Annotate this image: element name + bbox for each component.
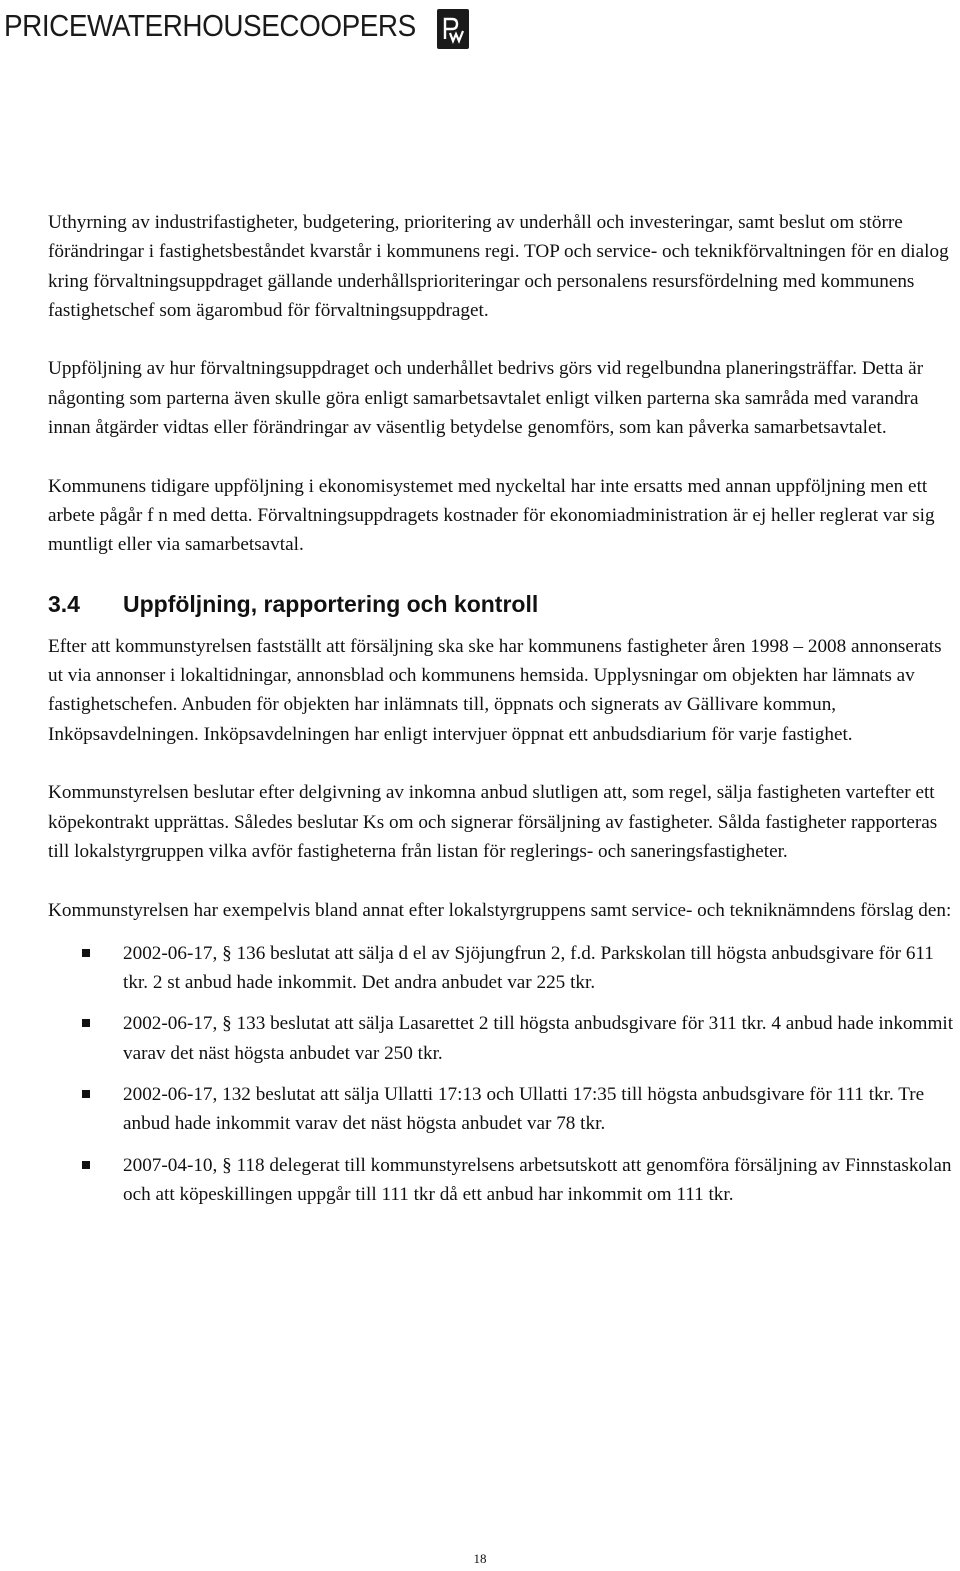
square-bullet-icon <box>82 1019 90 1027</box>
paragraph-board-examples: Kommunstyrelsen har exempelvis bland annat efter lokalstyrgruppens samt service- och tekniknämndens förslag den: <box>48 899 952 921</box>
company-logo <box>4 6 470 52</box>
list-item-text: 2002-06-17, § 133 beslutat att sälja Lasarettet 2 till högsta anbudsgivare för 311 tkr. 4 anbud hade inkommit varav det näst högsta anbudet var 250 tkr. <box>123 1013 954 1064</box>
document-body <box>48 208 954 1221</box>
paragraph-outsourcing: Uthyrning av industrifastigheter, budgetering, prioritering av underhåll och investeringar, samt beslut om större förändringar i fastighetsbeståndet kvarstår i kommunens regi. TOP och service- och teknikförvaltningen för en dialog kring förvaltningsuppdraget gällande underhållsprioriteringar och personalens resursfördelning med kommunens fastighetschef som ägarombud för förvaltningsuppdraget. <box>48 212 949 321</box>
logo-wordmark: PRICEWATERHOUSECOOPERS <box>4 8 416 43</box>
list-item <box>48 1009 954 1068</box>
list-item-text: 2002-06-17, 132 beslutat att sälja Ullatti 17:13 och Ullatti 17:35 till högsta anbudsgivare för 111 tkr. Tre anbud hade inkommit varav det näst högsta anbudet var 78 tkr. <box>123 1084 925 1135</box>
section-number: 3.4 <box>48 590 80 617</box>
list-item-text: 2002-06-17, § 136 beslutat att sälja d el av Sjöjungfrun 2, f.d. Parkskolan till högsta anbudsgivare för 611 tkr. 2 st anbud hade inkommit. Det andra anbudet var 225 tkr. <box>123 942 934 994</box>
list-item <box>48 1151 954 1210</box>
square-bullet-icon <box>82 1090 90 1098</box>
list-item <box>48 939 954 998</box>
paragraph-sales-process: Efter att kommunstyrelsen fastställt att försäljning ska ske har kommunens fastigheter åren 1998 – 2008 annonserats ut via annonser i lokaltidningar, annonsblad och kommunens hemsida. Upplysningar om objekten har lämnats av fastighetschefen. Anbuden för objekten har inlämnats till, öppnats och signerats av Gällivare kommun, Inköpsavdelningen. Inköpsavdelningen har enligt intervjuer öppnat ett anbudsdiarium för varje fastighet. <box>48 635 942 745</box>
paragraph-board-decision: Kommunstyrelsen beslutar efter delgivning av inkomna anbud slutligen att, som regel, sälja fastigheten vartefter ett köpekontrakt upprättas. Således beslutar Ks om och signerar försäljning av fastigheter. Sålda fastigheter rapporteras till lokalstyrgruppen vilka avför fastigheterna från listan för reglerings- och saneringsfastigheter. <box>48 782 938 862</box>
decision-list <box>48 939 954 1209</box>
square-bullet-icon <box>82 1161 90 1169</box>
pwc-monogram-icon <box>437 9 469 49</box>
paragraph-follow-up: Uppföljning av hur förvaltningsuppdraget och underhållet bedrivs görs vid regelbundna planeringsträffar. Detta är någonting som parterna även skulle göra enligt samarbetsavtalet enligt vilken parterna ska samråda med varandra innan åtgärder vidtas eller förändringar av väsentlig betydelse genomförs, som kan påverka samarbetsavtalet. <box>48 358 924 439</box>
paragraph-economy: Kommunens tidigare uppföljning i ekonomisystemet med nyckeltal har inte ersatts med annan uppföljning men ett arbete pågår f n med detta. Förvaltningsuppdragets kostnader för ekonomiadministration är ej heller reglerat var sig muntligt eller via samarbetsavtal. <box>48 475 935 556</box>
section-heading <box>48 588 954 620</box>
section-title: Uppföljning, rapportering och kontroll <box>123 590 539 617</box>
list-item <box>48 1080 954 1139</box>
page-number: 18 <box>473 1551 487 1566</box>
list-item-text: 2007-04-10, § 118 delegerat till kommunstyrelsens arbetsutskott att genomföra försäljning av Finnstaskolan och att köpeskillingen uppgår till 111 tkr då ett anbud har inkommit om 111 tkr. <box>123 1154 952 1205</box>
square-bullet-icon <box>82 949 90 957</box>
